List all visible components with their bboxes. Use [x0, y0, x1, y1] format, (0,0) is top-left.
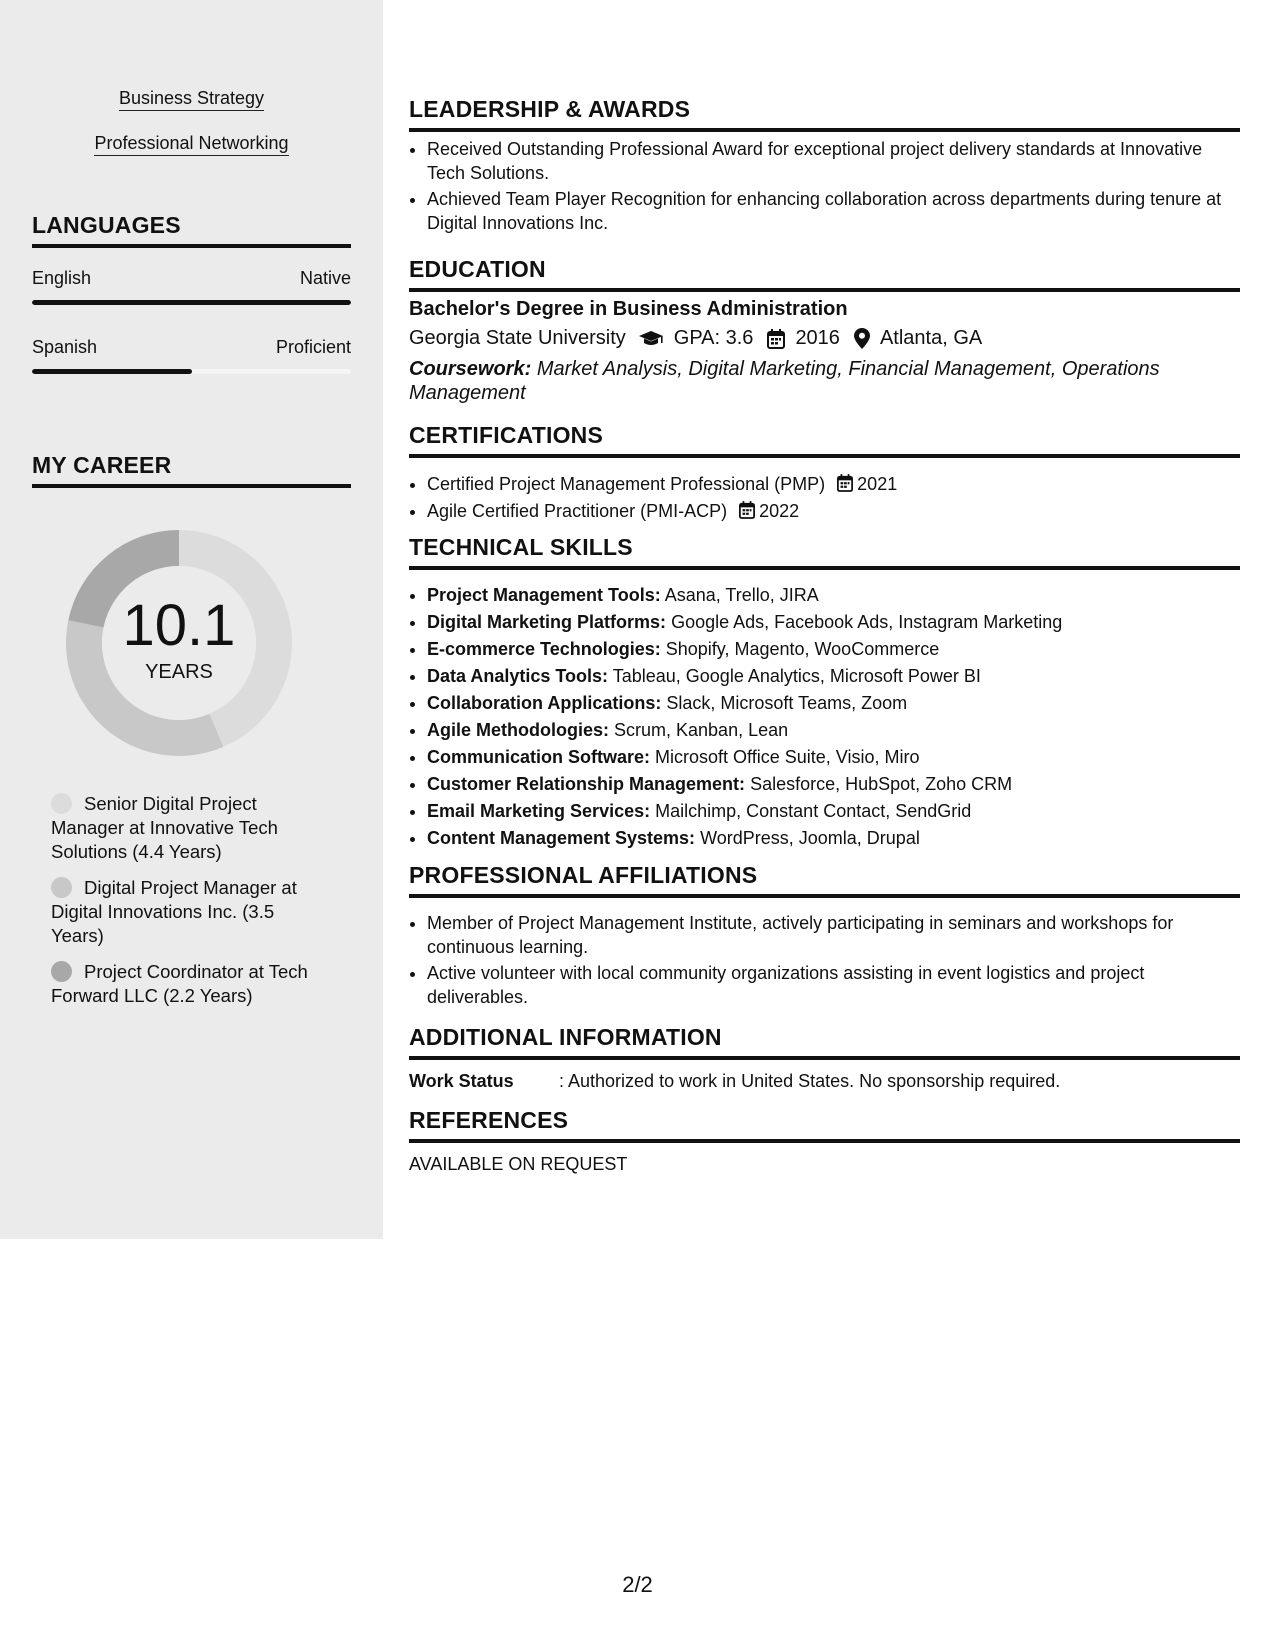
career-donut-chart — [66, 530, 292, 756]
language-bar — [32, 300, 351, 305]
affiliations-heading: PROFESSIONAL AFFILIATIONS — [409, 862, 1240, 898]
list-item: • Member of Project Management Institute, actively participating in seminars and workshops for continuous learning. — [427, 911, 1240, 959]
skill-label: Customer Relationship Management: — [427, 774, 746, 794]
skill-value: Slack, Microsoft Teams, Zoom — [666, 693, 908, 713]
work-status-value: : Authorized to work in United States. No sponsorship required. — [559, 1071, 1061, 1091]
career-item — [51, 876, 321, 948]
donut-center — [66, 530, 292, 756]
skill-label: Project Management Tools: — [427, 585, 661, 605]
gpa: GPA: 3.6 — [673, 327, 754, 349]
page-number: 2/2 — [622, 1572, 653, 1597]
career-total-years: 10.1 — [122, 592, 236, 658]
cert-name: Certified Project Management Professional (PMP) — [427, 474, 826, 494]
language-bar-fill — [32, 300, 351, 305]
list-item: • Achieved Team Player Recognition for enhancing collaboration across departments during tenure at Digital Innovations Inc. — [427, 187, 1240, 235]
career-item — [51, 792, 321, 864]
technical-skills-heading: TECHNICAL SKILLS — [409, 534, 1240, 570]
list-item — [427, 826, 1240, 850]
language-bar — [32, 369, 351, 374]
list-item — [427, 691, 1240, 715]
coursework-label: Coursework: — [409, 358, 532, 380]
degree-title: Bachelor's Degree in Business Administration — [409, 298, 848, 320]
technical-skills-list — [409, 583, 1240, 853]
skill-value: WordPress, Joomla, Drupal — [700, 828, 920, 848]
language-name: Spanish — [32, 337, 98, 357]
career-item — [51, 960, 321, 1008]
cert-name: Agile Certified Practitioner (PMI-ACP) — [427, 501, 728, 521]
skill-label: Agile Methodologies: — [427, 720, 609, 740]
references-heading: REFERENCES — [409, 1107, 1240, 1143]
education-heading: EDUCATION — [409, 256, 1240, 292]
leadership-list — [409, 137, 1240, 237]
location: Atlanta, GA — [879, 327, 983, 349]
graduation-year: 2016 — [795, 327, 840, 349]
skill-label: Collaboration Applications: — [427, 693, 662, 713]
list-item — [427, 745, 1240, 769]
career-heading: MY CAREER — [32, 452, 351, 488]
list-item — [427, 610, 1240, 634]
map-pin-icon — [854, 328, 870, 349]
skill-label: Digital Marketing Platforms: — [427, 612, 667, 632]
list-item — [427, 583, 1240, 607]
skill-value: Tableau, Google Analytics, Microsoft Power BI — [612, 666, 981, 686]
list-item — [427, 718, 1240, 742]
legend-dot-icon — [51, 877, 72, 898]
language-bar-fill — [32, 369, 192, 374]
skill-value: Google Ads, Facebook Ads, Instagram Marketing — [671, 612, 1063, 632]
cert-year: 2022 — [759, 501, 800, 521]
references-text: AVAILABLE ON REQUEST — [409, 1154, 628, 1174]
leadership-heading: LEADERSHIP & AWARDS — [409, 96, 1240, 132]
cert-year: 2021 — [857, 474, 898, 494]
list-item: • Active volunteer with local community organizations assisting in event logistics and project deliverables. — [427, 961, 1240, 1009]
skill-value: Shopify, Magento, WooCommerce — [665, 639, 940, 659]
languages-heading: LANGUAGES — [32, 212, 351, 248]
skill-label: Email Marketing Services: — [427, 801, 651, 821]
calendar-icon — [739, 501, 755, 519]
coursework-text: Market Analysis, Digital Marketing, Financial Management, Operations Management — [409, 358, 1160, 404]
language-level: Proficient — [275, 337, 351, 357]
skill-label: Data Analytics Tools: — [427, 666, 609, 686]
list-item — [427, 499, 1240, 523]
skill-label: E-commerce Technologies: — [427, 639, 661, 659]
affiliations-list — [409, 911, 1240, 1011]
school-name: Georgia State University — [409, 327, 626, 349]
language-row — [32, 268, 351, 289]
certifications-heading: CERTIFICATIONS — [409, 422, 1240, 458]
skill-value: Microsoft Office Suite, Visio, Miro — [655, 747, 920, 767]
list-item — [427, 472, 1240, 496]
graduation-cap-icon — [638, 330, 664, 348]
skill-value: Asana, Trello, JIRA — [664, 585, 819, 605]
coursework — [409, 357, 1229, 405]
skill-label: Communication Software: — [427, 747, 651, 767]
work-status-row — [409, 1071, 1060, 1092]
career-list — [51, 792, 321, 1020]
list-item — [427, 772, 1240, 796]
skill-value: Scrum, Kanban, Lean — [614, 720, 789, 740]
list-item — [427, 799, 1240, 823]
legend-dot-icon — [51, 961, 72, 982]
additional-info-heading: ADDITIONAL INFORMATION — [409, 1024, 1240, 1060]
career-item-text: Digital Project Manager at Digital Innovations Inc. (3.5 Years) — [51, 877, 297, 946]
career-item-text: Project Coordinator at Tech Forward LLC (2.2 Years) — [51, 961, 308, 1006]
certifications-list — [409, 472, 1240, 525]
career-item-text: Senior Digital Project Manager at Innovative Tech Solutions (4.4 Years) — [51, 793, 278, 862]
calendar-icon — [837, 474, 853, 492]
list-item: • Received Outstanding Professional Award for exceptional project delivery standards at Innovative Tech Solutions. — [427, 137, 1240, 185]
language-name: English — [32, 268, 92, 288]
skill-tag: Business Strategy — [0, 88, 383, 109]
skill-value: Mailchimp, Constant Contact, SendGrid — [655, 801, 972, 821]
language-row — [32, 337, 351, 358]
work-status-label: Work Status — [409, 1071, 514, 1091]
list-item — [427, 664, 1240, 688]
calendar-icon — [767, 329, 785, 349]
career-unit: YEARS — [145, 660, 213, 683]
list-item — [427, 637, 1240, 661]
skill-value: Salesforce, HubSpot, Zoho CRM — [750, 774, 1013, 794]
legend-dot-icon — [51, 793, 72, 814]
language-level: Native — [299, 268, 351, 288]
skill-label: Content Management Systems: — [427, 828, 696, 848]
education-meta — [409, 327, 982, 350]
skill-tag: Professional Networking — [0, 133, 383, 154]
